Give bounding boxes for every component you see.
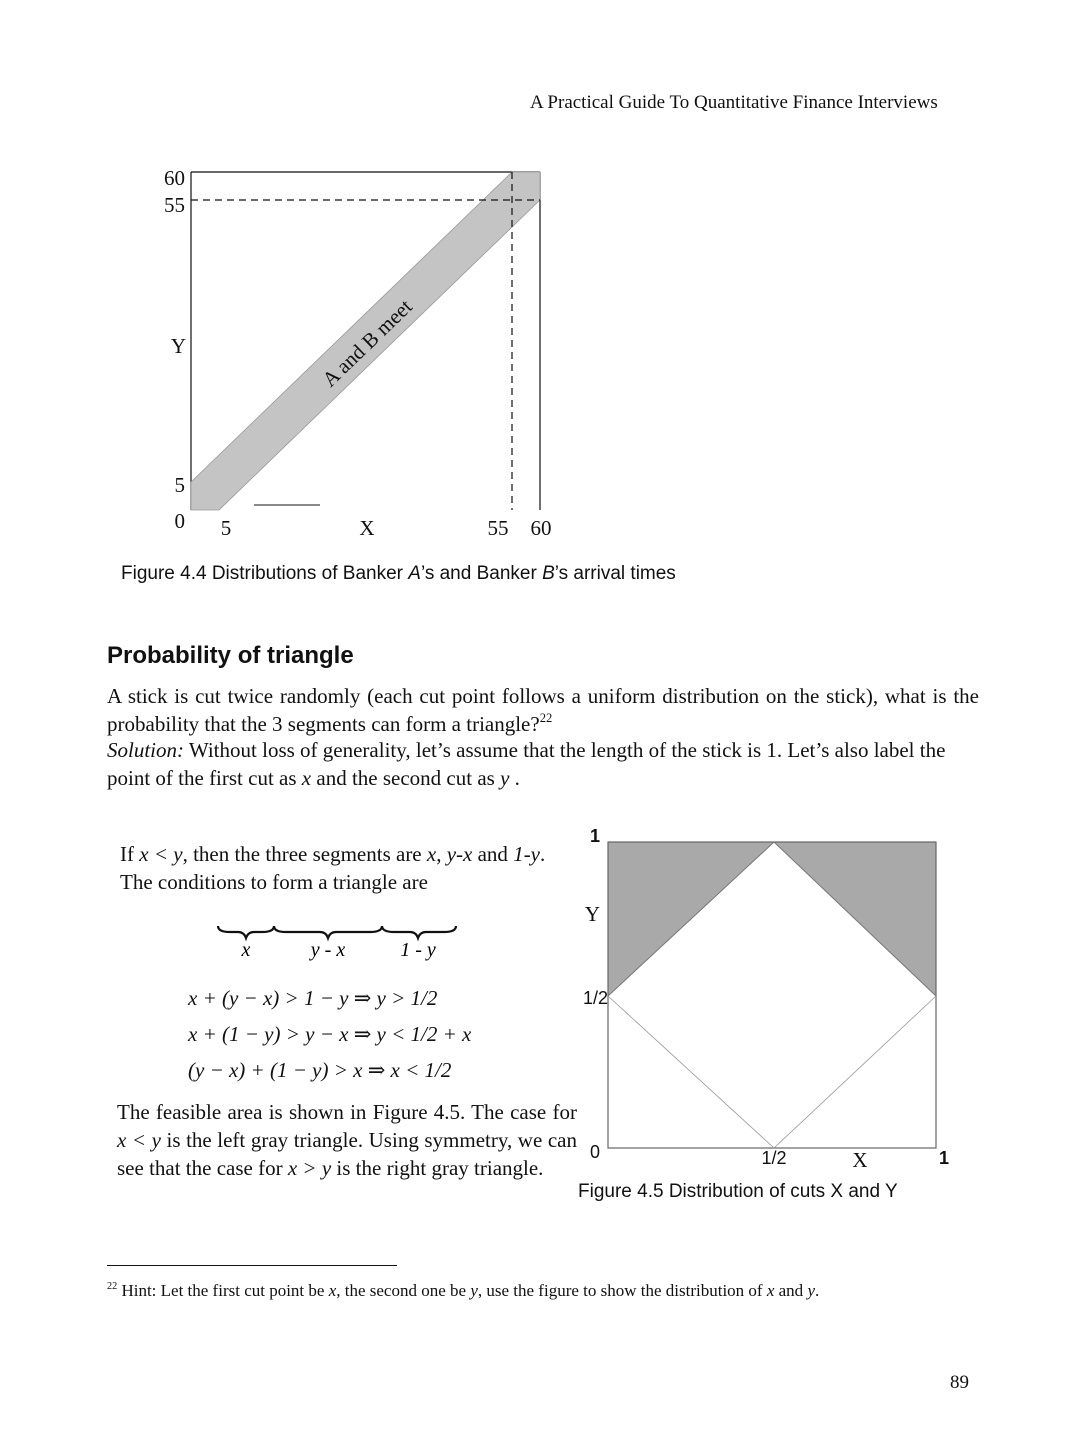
brace-x bbox=[218, 926, 274, 938]
page-number: 89 bbox=[950, 1372, 969, 1393]
diamond-edge-br bbox=[774, 996, 936, 1148]
band-label: A and B meet bbox=[317, 294, 417, 392]
fig2-origin: 0 bbox=[589, 1142, 600, 1162]
x-tick-5: 5 bbox=[220, 516, 232, 540]
x-tick-60: 60 bbox=[530, 516, 552, 540]
equation-1: x + (y − x) > 1 − y ⇒ y > 1/2 bbox=[188, 986, 438, 1010]
y-tick-55: 55 bbox=[164, 193, 185, 217]
fig2-x-right: 1 bbox=[938, 1148, 950, 1168]
footnote: $^{22}$ Hint: Let the first cut point be x, the second one be y, use the figure to show the distribution of x and y. bbox=[107, 1280, 820, 1300]
brace-1-y bbox=[382, 926, 456, 938]
problem-statement: A stick is cut twice randomly (each cut point follows a uniform distribution on the stick), what is the probability that the 3 segments can form a triangle?$^{22}$ bbox=[107, 684, 979, 736]
figure-4-4 bbox=[150, 150, 580, 550]
brace-y-x bbox=[274, 926, 382, 938]
y-label: Y bbox=[170, 334, 186, 358]
figure-4-5-caption: Figure 4.5 Distribution of cuts X and Y bbox=[578, 1181, 898, 1202]
solution-paragraph: Solution: Without loss of generality, let’s assume that the length of the stick is 1. Let’s also label the point of the first cut as x and the second cut as y . bbox=[107, 738, 946, 790]
equation-2: x + (1 − y) > y − x ⇒ y < 1/2 + x bbox=[188, 1022, 472, 1046]
diamond-edge-bl bbox=[608, 996, 774, 1148]
x-label: X bbox=[359, 516, 375, 540]
figure-4-5 bbox=[560, 826, 980, 1176]
y-tick-5: 5 bbox=[174, 473, 185, 497]
x-tick-55: 55 bbox=[487, 516, 509, 540]
brace-label-1-y: 1 - y bbox=[400, 939, 436, 961]
brace-label-x: x bbox=[241, 939, 251, 961]
y-tick-0: 0 bbox=[174, 509, 185, 533]
figure-4-4-caption: Figure 4.4 Distributions of Banker A’s and Banker B’s arrival times bbox=[121, 563, 676, 584]
fig2-y-half: 1/2 bbox=[582, 988, 608, 1008]
brace-label-y-x: y - x bbox=[310, 939, 346, 961]
footnote-ref: 22 bbox=[539, 711, 553, 726]
fig2-x-half: 1/2 bbox=[761, 1148, 787, 1168]
case-paragraph: If x < y, then the three segments are x, y-x and 1-y. The conditions to form a triangle are bbox=[120, 842, 546, 894]
footnote-rule bbox=[107, 1265, 397, 1266]
fig2-x-label: X bbox=[852, 1148, 868, 1172]
fig2-y-top: 1 bbox=[589, 826, 600, 846]
feasible-area-paragraph: The feasible area is shown in Figure 4.5. The case for x < y is the left gray triangle. Using symmetry, we can see that the case for x > y is the right gray triangle. bbox=[117, 1100, 577, 1180]
segment-braces bbox=[200, 920, 480, 964]
fig2-y-label: Y bbox=[584, 902, 600, 926]
y-tick-60: 60 bbox=[164, 166, 185, 190]
running-header: A Practical Guide To Quantitative Finance Interviews bbox=[530, 92, 938, 113]
section-title: Probability of triangle bbox=[107, 642, 354, 669]
equation-3: (y − x) + (1 − y) > x ⇒ x < 1/2 bbox=[188, 1058, 452, 1082]
